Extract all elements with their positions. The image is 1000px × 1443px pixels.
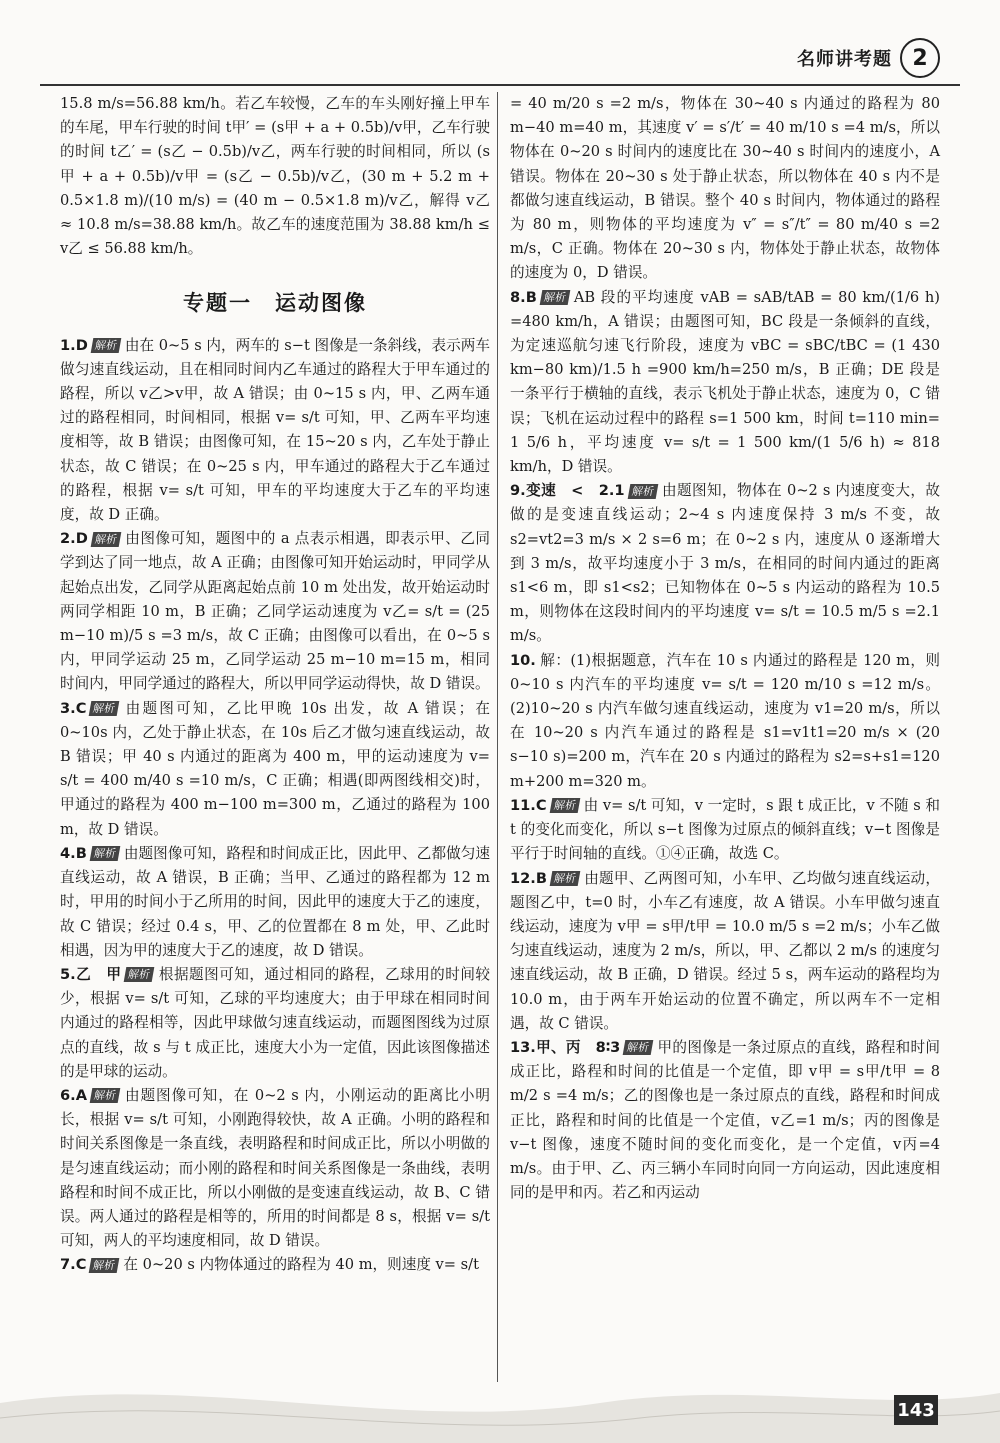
answer-text: 由题甲、乙两图可知，小车甲、乙均做匀速直线运动，题图乙中，t=0 时，小车乙有速度，故 A 错误。小车甲做匀速直线运动，速度为 v甲 = s甲/t甲 = 10.0 m/5 s =2 m/s；小车乙做匀速直线运动，速度为 2 m/s，所以，甲、乙都以 2 m/s 的速度匀速直线运动，故 B 正确，D 错误。经过 5 s，两车运动的路程均为 10.0 m，由于两车开始运动的位置不确定，所以两车不一定相遇，故 C 错误。 — [510, 869, 940, 1032]
answer-item — [60, 527, 490, 696]
footer-decoration — [0, 1363, 1000, 1443]
analysis-tag: 解析 — [90, 338, 121, 353]
analysis-tag: 解析 — [124, 967, 155, 982]
answer-number: 10. — [510, 651, 536, 669]
answer-text: AB 段的平均速度 vAB = sAB/tAB = 80 km/(1/6 h) =480 km/h，A 错误；由题图可知，BC 段是一条倾斜的直线，为定速巡航匀速飞行阶段，速度为 vBC = sBC/tBC = (1 430 km−80 km)/1.5 h =900 km/h=250 m/s，B 正确；DE 段是一条平行于横轴的直线，表示飞机处于静止状态，速度为 0，C 错误；飞机在运动过程中的路程 s=1 500 km，时间 t=110 min= 1 5/6 h，平均速度 v= s/t = 1 500 km/(1 5/6 h) ≈ 818 km/h，D 错误。 — [510, 288, 940, 476]
answer-number: 2.D — [60, 530, 88, 548]
header-rule — [40, 84, 960, 86]
answer-text: 甲的图像是一条过原点的直线，路程和时间成正比，路程和时间的比值是一个定值，即 v甲 = s甲/t甲 = 8 m/2 s =4 m/s；乙的图像也是一条过原点的直线，路程和时间成正比，路程和时间的比值是一个定值，v乙=1 m/s；丙的图像是 v−t 图像，速度不随时间的变化而变化，是一个定值，v丙=4 m/s。由于甲、乙、丙三辆小车同时向同一方向运动，因此速度相同的是甲和丙。若乙和丙运动 — [510, 1038, 940, 1202]
right-answer-list — [510, 286, 940, 1206]
analysis-tag: 解析 — [627, 484, 658, 499]
answer-number: 9.变速 < 2.1 — [510, 482, 625, 500]
analysis-tag: 解析 — [623, 1040, 654, 1055]
answer-item — [510, 867, 940, 1036]
answer-item — [60, 334, 490, 528]
answer-number: 12.B — [510, 869, 547, 887]
answer-item — [60, 963, 490, 1084]
analysis-tag: 解析 — [540, 290, 571, 305]
left-answer-list — [60, 334, 490, 1278]
page-number: 143 — [894, 1395, 938, 1425]
answer-item — [510, 479, 940, 648]
answer-number: 13.甲、丙 8∶3 — [510, 1038, 621, 1056]
answer-number: 5.乙 甲 — [60, 965, 122, 983]
answer-item — [60, 1253, 490, 1277]
answer-text: 由题图知，物体在 0~2 s 内速度变大，故做的是变速直线运动；2~4 s 内速度保持 3 m/s 不变，故 s2=vt2=3 m/s × 2 s=6 m；在 0~2 s 内，速度从 0 逐渐增大到 3 m/s，故平均速度小于 3 m/s，在相同的时间内通过的距离 s1<6 m，即 s1<s2；已知物体在 0~5 s 内运动的路程为 10.5 m，则物体在这段时间内的平均速度 v= s/t = 10.5 m/5 s =2.1 m/s。 — [510, 482, 940, 645]
answer-text: 根据题图可知，通过相同的路程，乙球用的时间较少，根据 v= s/t 可知，乙球的平均速度大；由于甲球在相同时间内通过的路程相等，因此甲球做匀速直线运动，而题图图线为过原点的直线，故 s 与 t 成正比，速度大小为一定值，因此该图像描述的是甲球的运动。 — [60, 965, 490, 1080]
answer-item — [60, 842, 490, 963]
answer-item — [60, 697, 490, 842]
column-divider — [497, 92, 498, 1382]
answer-number: 11.C — [510, 796, 547, 814]
answer-item — [510, 1036, 940, 1205]
answer-text: 由 v= s/t 可知，v 一定时，s 跟 t 成正比，v 不随 s 和 t 的变化而变化，所以 s−t 图像为过原点的倾斜直线；v−t 图像是平行于时间轴的直线。①④正确，故选 C。 — [510, 796, 940, 863]
analysis-tag: 解析 — [549, 798, 580, 813]
left-column — [60, 92, 490, 1278]
answer-item — [510, 649, 940, 794]
analysis-tag: 解析 — [90, 846, 121, 861]
answer-text: 由题图可知，乙比甲晚 10s 出发，故 A 错误；在 0~10s 内，乙处于静止状态，在 10s 后乙才做匀速直线运动，故 B 错误；甲 40 s 内通过的距离为 400 m，甲的运动速度为 v= s/t = 400 m/40 s =10 m/s，C 正确；相遇(即两图线相交)时，甲通过的路程为 400 m−100 m=300 m，乙通过的路程为 100 m，故 D 错误。 — [60, 699, 490, 838]
answer-text: 由题图像可知，路程和时间成正比，因此甲、乙都做匀速直线运动，故 A 错误，B 正确；当甲、乙通过的路程都为 12 m 时，甲用的时间小于乙所用的时间，因此甲的速度大于乙的速度，故 C 错误；经过 0.4 s，甲、乙的位置都在 8 m 处，甲、乙此时相遇，因为甲的速度大于乙的速度，故 D 错误。 — [60, 844, 490, 959]
analysis-tag: 解析 — [89, 1258, 120, 1273]
page-header — [797, 38, 940, 78]
answer-item — [510, 794, 940, 867]
answer-number: 1.D — [60, 336, 88, 354]
answer-number: 7.C — [60, 1256, 87, 1274]
right-column — [510, 92, 940, 1205]
answer-text: 在 0~20 s 内物体通过的路程为 40 m，则速度 v= s/t — [123, 1256, 479, 1274]
answer-text: 由题图像可知，在 0~2 s 内，小刚运动的距离比小明长，根据 v= s/t 可知，小刚跑得较快，故 A 正确。小明的路程和时间关系图像是一条直线，表明路程和时间成正比，所以小明做的是匀速直线运动；而小刚的路程和时间关系图像是一条曲线，表明路程和时间不成正比，所以小刚做的是变速直线运动，故 B、C 错误。两人通过的路程是相等的，所用的时间都是 8 s，根据 v= s/t 可知，两人的平均速度相同，故 D 错误。 — [60, 1086, 490, 1250]
answer-text: 由在 0~5 s 内，两车的 s−t 图像是一条斜线，表示两车做匀速直线运动，且在相同时间内乙车通过的路程大于甲车通过的路程，所以 v乙>v甲，故 A 错误；由 0~15 s 内，甲、乙两车通过的路程相同，时间相同，根据 v= s/t 可知，甲、乙两车平均速度相等，故 B 错误；由图像可知，在 15~20 s 内，乙车处于静止状态，故 C 错误；在 0~25 s 内，甲车通过的路程大于乙车通过的路程，根据 v= s/t 可知，甲车的平均速度大于乙车的平均速度，故 D 正确。 — [60, 336, 490, 524]
answer-item — [60, 1084, 490, 1253]
answer-number: 8.B — [510, 288, 537, 306]
analysis-tag: 解析 — [90, 532, 121, 547]
section-title: 专题一 运动图像 — [183, 291, 367, 316]
answer-number: 3.C — [60, 699, 87, 717]
answer-text: 解：(1)根据题意，汽车在 10 s 内通过的路程是 120 m，则 0~10 s 内汽车的平均速度 v= s/t = 120 m/10 s =12 m/s。(2)10~20 s 内汽车做匀速直线运动，速度为 v1=20 m/s，所以在 10~20 s 内汽车通过的路程是 s1=v1t1=20 m/s × (20 s−10 s)=200 m，汽车在 20 s 内通过的路程为 s2=s+s1=120 m+200 m=320 m。 — [510, 651, 940, 790]
book-badge-icon: 2 — [900, 38, 940, 78]
intro-paragraph: 15.8 m/s=56.88 km/h。若乙车较慢，乙车的车头刚好撞上甲车的车尾，甲车行驶的时间 t甲′ = (s甲 + a + 0.5b)/v甲，乙车行驶的时间 t乙′ = (s乙 − 0.5b)/v乙，两车行驶的时间相同，所以 (s甲 + a + 0.5b)/v甲 = (s乙 − 0.5b)/v乙，(30 m + 5.2 m + 0.5×1.8 m)/(10 m/s) = (40 m − 0.5×1.8 m)/v乙，解得 v乙 ≈ 10.8 m/s=38.88 km/h。故乙车的速度范围为 38.88 km/h ≤ v乙 ≤ 56.88 km/h。 — [60, 95, 490, 258]
continuation-paragraph: = 40 m/20 s =2 m/s，物体在 30~40 s 内通过的路程为 80 m−40 m=40 m，其速度 v′ = s′/t′ = 40 m/10 s =4 m/s，所以物体在 0~20 s 时间内的速度比在 30~40 s 时间内的速度小，A 错误。物体在 20~30 s 处于静止状态，所以物体在 40 s 内不是都做匀速直线运动，B 错误。整个 40 s 时间内，物体通过的路程为 80 m，则物体的平均速度为 v″ = s″/t″ = 80 m/40 s =2 m/s，C 正确。物体在 20~30 s 内，物体处于静止状态，故物体的速度为 0，D 错误。 — [510, 95, 940, 282]
analysis-tag: 解析 — [90, 1088, 121, 1103]
answer-text: 由图像可知，题图中的 a 点表示相遇，即表示甲、乙同学到达了同一地点，故 A 正确；由图像可知开始运动时，甲同学从起始点出发，乙同学从距离起始点前 10 m 处出发，故开始运动时两同学相距 10 m，B 正确；乙同学运动速度为 v乙= s/t = (25 m−10 m)/5 s =3 m/s，故 C 正确；由图像可以看出，在 0~5 s 内，甲同学运动 25 m，乙同学运动 25 m−10 m=15 m，相同时间内，甲同学通过的路程大，所以甲同学运动得快，故 D 错误。 — [60, 530, 490, 693]
answer-item — [510, 286, 940, 480]
analysis-tag: 解析 — [89, 701, 120, 716]
analysis-tag: 解析 — [550, 871, 581, 886]
answer-number: 4.B — [60, 844, 87, 862]
header-title: 名师讲考题 — [797, 49, 892, 70]
answer-number: 6.A — [60, 1086, 87, 1104]
